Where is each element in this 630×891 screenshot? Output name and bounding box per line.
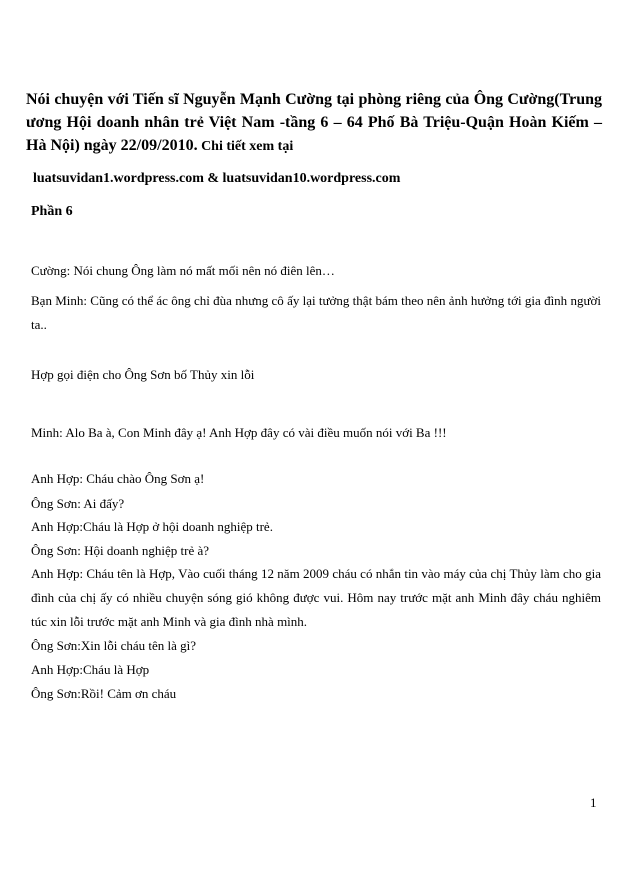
part-title: Phần 6 — [31, 204, 73, 219]
heading-tail: Chi tiết xem tại — [197, 139, 294, 154]
dialogue-line: Hợp gọi điện cho Ông Sơn bố Thủy xin lỗi — [31, 367, 255, 382]
source-links: luatsuvidan1.wordpress.com & luatsuvidan10.wordpress.com — [33, 171, 401, 186]
page-number: 1 — [590, 795, 597, 810]
dialogue-line: Ông Sơn:Rồi! Cảm ơn cháu — [31, 686, 177, 701]
dialogue-line: Anh Hợp: Cháu chào Ông Sơn ạ! — [31, 471, 205, 486]
dialogue-line: Anh Hợp: Cháu tên là Hợp, Vào cuối tháng 12 năm 2009 cháu có nhắn tin vào máy của chị Thủy làm cho gia đình của chị ấy có nhiều chuyện sóng gió không được vui. Hôm nay trước mặt anh Minh đây cháu nghiêm túc xin lỗi trước mặt anh Minh và gia đình nhà mình. — [31, 566, 601, 629]
dialogue-line: Ông Sơn: Hội doanh nghiệp trẻ à? — [31, 543, 210, 558]
dialogue-line: Ông Sơn:Xin lỗi cháu tên là gì? — [31, 638, 197, 653]
dialogue-line: Ông Sơn: Ai đấy? — [31, 496, 125, 511]
heading-main: Nói chuyện với Tiến sĩ Nguyễn Mạnh Cường tại phòng riêng của Ông Cường(Trung ương Hội doanh nhân trẻ Việt Nam -tầng 6 – 64 Phố Bà Triệu-Quận Hoàn Kiếm – Hà Nội) ngày 22/09/2010. — [26, 91, 602, 154]
dialogue-line: Cường: Nói chung Ông làm nó mất mối nên nó điên lên… — [31, 263, 335, 278]
dialogue-line: Minh: Alo Ba à, Con Minh đây ạ! Anh Hợp đây có vài điều muốn nói với Ba !!! — [31, 425, 447, 440]
document-heading — [26, 88, 602, 158]
dialogue-line: Anh Hợp:Cháu là Hợp ở hội doanh nghiệp trẻ. — [31, 519, 273, 534]
dialogue-line: Anh Hợp:Cháu là Hợp — [31, 662, 150, 677]
dialogue-line: Bạn Minh: Cũng có thể ác ông chỉ đùa nhưng cô ấy lại tưởng thật bám theo nên ảnh hưởng tới gia đình người ta.. — [31, 293, 601, 332]
